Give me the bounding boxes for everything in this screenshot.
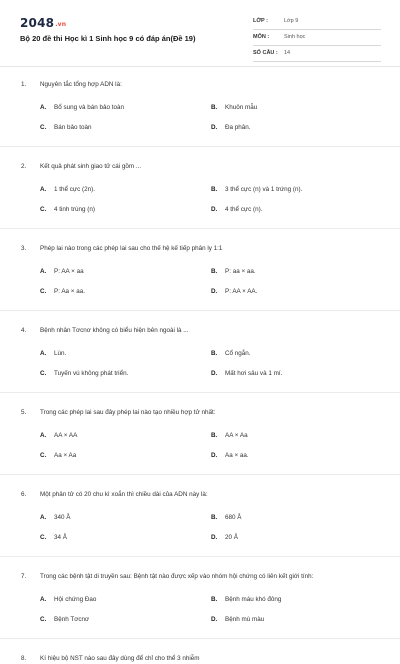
option-key: C. — [40, 452, 47, 459]
answer-options — [0, 594, 400, 634]
meta-value: Lớp 9 — [284, 18, 299, 24]
meta-value: Sinh học — [284, 34, 306, 40]
answer-option[interactable] — [211, 368, 282, 379]
option-key: B. — [211, 104, 218, 111]
answer-option[interactable] — [40, 614, 89, 625]
question-stem — [0, 79, 400, 90]
option-key: D. — [211, 452, 218, 459]
option-text: Bán bảo toàn — [54, 124, 92, 131]
option-text: Bệnh mù màu — [225, 616, 265, 623]
answer-options — [0, 102, 400, 142]
option-key: C. — [40, 206, 47, 213]
answer-option[interactable] — [40, 286, 85, 297]
option-row — [0, 122, 400, 142]
answer-options — [0, 266, 400, 306]
option-text: Bổ sung và bán bảo toàn — [54, 104, 125, 111]
question-stem — [0, 161, 400, 172]
document-title: Bộ 20 đề thi Học kì 1 Sinh học 9 có đáp án(Đề 19) — [20, 34, 196, 43]
option-text: 34 Å — [54, 534, 67, 541]
option-key: C. — [40, 534, 47, 541]
option-key: D. — [211, 206, 218, 213]
option-row — [0, 204, 400, 224]
question-number: 1. — [21, 81, 27, 88]
answer-options — [0, 184, 400, 224]
question-stem — [0, 489, 400, 500]
question-item — [0, 556, 400, 638]
option-text: Khuôn mẫu — [225, 104, 258, 111]
logo-main: 2048 — [20, 16, 55, 30]
option-text: Đa phân. — [225, 124, 251, 131]
option-row — [0, 102, 400, 122]
option-key: A. — [40, 186, 47, 193]
question-text: Kết quả phát sinh giao tử cái gồm ... — [40, 163, 142, 170]
answer-option[interactable] — [211, 430, 248, 441]
question-text: Trong các bệnh tật di truyền sau: Bệnh tật nào được xếp vào nhóm hội chứng có liên kết giới tính: — [40, 573, 314, 580]
question-item — [0, 146, 400, 228]
option-key: B. — [211, 268, 218, 275]
answer-options — [0, 430, 400, 470]
option-text: P: AA × aa — [54, 268, 84, 275]
option-text: Bệnh Tơcnơ — [54, 616, 90, 623]
question-text: Một phân tử có 20 chu kì xoắn thì chiều dài của ADN này là: — [40, 491, 208, 498]
answer-option[interactable] — [211, 204, 262, 215]
question-stem — [0, 653, 400, 664]
exam-meta — [253, 14, 381, 62]
option-row — [0, 450, 400, 470]
answer-option[interactable] — [40, 122, 91, 133]
answer-option[interactable] — [211, 102, 257, 113]
option-text: 4 tinh trùng (n) — [54, 206, 95, 213]
option-text: P: AA × AA. — [225, 288, 258, 295]
answer-option[interactable] — [40, 266, 84, 277]
question-stem — [0, 407, 400, 418]
option-key: C. — [40, 124, 47, 131]
option-key: D. — [211, 370, 218, 377]
question-stem — [0, 243, 400, 254]
option-text: P: Aa × aa. — [54, 288, 85, 295]
question-number: 8. — [21, 655, 27, 662]
meta-row-class — [253, 14, 381, 30]
question-item — [0, 228, 400, 310]
meta-row-subject — [253, 30, 381, 46]
question-item — [0, 310, 400, 392]
option-key: A. — [40, 350, 47, 357]
question-number: 6. — [21, 491, 27, 498]
meta-label: LỚP : — [253, 18, 268, 24]
answer-option[interactable] — [211, 266, 256, 277]
meta-label: SỐ CÂU : — [253, 50, 278, 56]
answer-option[interactable] — [40, 512, 70, 523]
option-key: C. — [40, 616, 47, 623]
option-key: D. — [211, 124, 218, 131]
answer-option[interactable] — [40, 368, 128, 379]
answer-option[interactable] — [211, 184, 302, 195]
answer-option[interactable] — [211, 512, 241, 523]
option-row — [0, 614, 400, 634]
option-row — [0, 348, 400, 368]
header-divider — [0, 66, 400, 67]
question-stem — [0, 325, 400, 336]
answer-option[interactable] — [40, 102, 124, 113]
answer-option[interactable] — [211, 286, 257, 297]
question-list — [0, 79, 400, 664]
option-key: B. — [211, 432, 218, 439]
option-text: 340 Å — [54, 514, 71, 521]
question-item — [0, 392, 400, 474]
answer-option[interactable] — [211, 450, 249, 461]
answer-option[interactable] — [40, 348, 66, 359]
question-number: 5. — [21, 409, 27, 416]
option-row — [0, 286, 400, 306]
question-number: 3. — [21, 245, 27, 252]
answer-option[interactable] — [211, 614, 264, 625]
option-row — [0, 430, 400, 450]
question-item — [0, 638, 400, 664]
option-key: A. — [40, 596, 47, 603]
question-text: Trong các phép lai sau đây phép lai nào tạo nhiều hợp tử nhất: — [40, 409, 216, 416]
meta-value: 14 — [284, 50, 291, 56]
answer-option[interactable] — [211, 532, 238, 543]
question-text: Kí hiệu bộ NST nào sau đây dùng để chỉ cho thể 3 nhiễm — [40, 655, 200, 662]
option-text: Cổ ngắn. — [225, 350, 251, 357]
option-key: C. — [40, 370, 47, 377]
option-text: Tuyến vú không phát triển. — [54, 370, 129, 377]
question-text: Nguyên tắc tổng hợp ADN là: — [40, 81, 122, 88]
site-logo[interactable] — [20, 16, 66, 30]
option-text: Hội chứng Đao — [54, 596, 97, 603]
answer-option[interactable] — [40, 532, 67, 543]
question-number: 4. — [21, 327, 27, 334]
answer-option[interactable] — [40, 430, 77, 441]
question-text: Bệnh nhân Tơcnơ không có biểu hiện bên ngoài là ... — [40, 327, 189, 334]
question-stem — [0, 571, 400, 582]
answer-option[interactable] — [40, 184, 95, 195]
option-key: A. — [40, 432, 47, 439]
option-key: D. — [211, 534, 218, 541]
option-row — [0, 184, 400, 204]
option-key: B. — [211, 514, 218, 521]
option-text: 680 Å — [225, 514, 242, 521]
option-text: Aa × aa. — [225, 452, 249, 459]
answer-option[interactable] — [40, 204, 95, 215]
option-key: D. — [211, 288, 218, 295]
option-key: A. — [40, 104, 47, 111]
option-text: Lùn. — [54, 350, 67, 357]
option-key: B. — [211, 350, 218, 357]
option-key: A. — [40, 514, 47, 521]
option-key: A. — [40, 268, 47, 275]
option-row — [0, 594, 400, 614]
option-row — [0, 368, 400, 388]
option-text: Mất hơi sâu và 1 mí. — [225, 370, 283, 377]
meta-row-count — [253, 46, 381, 62]
meta-label: MÔN : — [253, 34, 270, 40]
option-text: 4 thể cực (n). — [225, 206, 263, 213]
option-key: C. — [40, 288, 47, 295]
option-text: P: aa × aa. — [225, 268, 256, 275]
option-text: AA × AA — [54, 432, 78, 439]
option-text: Aa × Aa — [54, 452, 77, 459]
option-row — [0, 512, 400, 532]
option-row — [0, 532, 400, 552]
option-row — [0, 266, 400, 286]
question-number: 2. — [21, 163, 27, 170]
question-text: Phép lai nào trong các phép lai sau cho thế hệ kế tiếp phân ly 1:1 — [40, 245, 223, 252]
answer-option[interactable] — [211, 122, 251, 133]
option-text: 1 thể cực (2n). — [54, 186, 95, 193]
option-text: Bệnh máu khó đông — [225, 596, 282, 603]
answer-options — [0, 512, 400, 552]
question-item — [0, 474, 400, 556]
answer-option[interactable] — [211, 348, 251, 359]
option-key: B. — [211, 596, 218, 603]
option-text: AA × Aa — [225, 432, 248, 439]
answer-options — [0, 348, 400, 388]
option-key: D. — [211, 616, 218, 623]
option-text: 3 thể cực (n) và 1 trứng (n). — [225, 186, 303, 193]
option-key: B. — [211, 186, 218, 193]
question-number: 7. — [21, 573, 27, 580]
question-item — [0, 79, 400, 146]
option-text: 20 Å — [225, 534, 238, 541]
answer-option[interactable] — [40, 450, 76, 461]
logo-tld: .vn — [55, 21, 67, 28]
